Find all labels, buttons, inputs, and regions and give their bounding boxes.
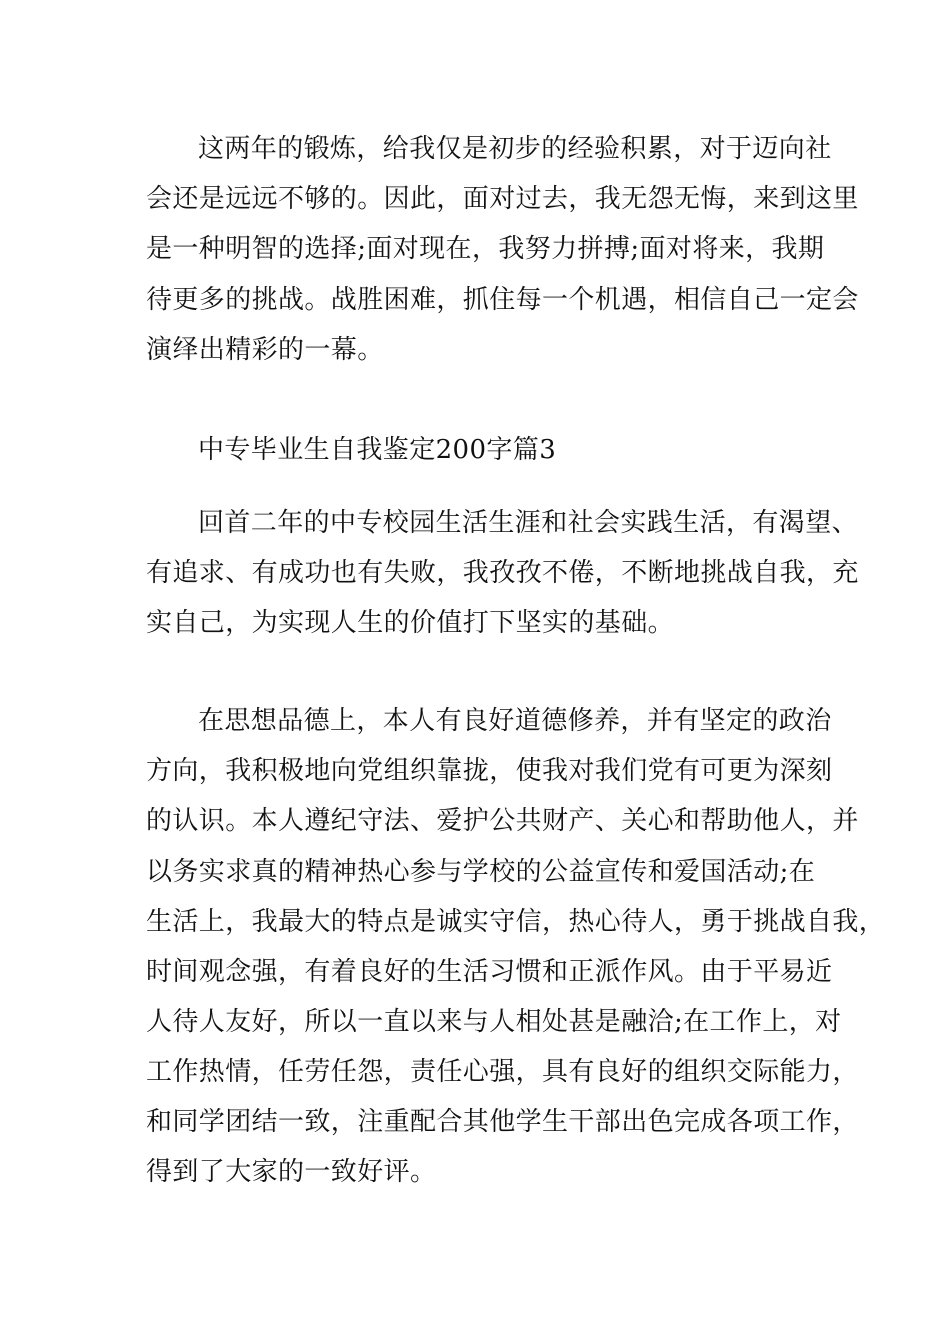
- text-line: 回首二年的中专校园生活生涯和社会实践生活，有渴望、: [198, 508, 859, 538]
- text-line: 演绎出精彩的一幕。: [146, 335, 384, 365]
- text-line: 以务实求真的精神热心参与学校的公益宣传和爱国活动;在: [146, 857, 816, 887]
- text-line: 在思想品德上，本人有良好道德修养，并有坚定的政治: [198, 706, 832, 736]
- text-line: 实自己，为实现人生的价值打下坚实的基础。: [146, 608, 675, 638]
- text-line: 和同学团结一致，注重配合其他学生干部出色完成各项工作，: [146, 1107, 859, 1137]
- text-line: 待更多的挑战。战胜困难，抓住每一个机遇，相信自己一定会: [146, 285, 859, 315]
- text-line: 是一种明智的选择;面对现在，我努力拼搏;面对将来，我期: [146, 234, 825, 264]
- text-line: 生活上，我最大的特点是诚实守信，热心待人，勇于挑战自我，: [146, 907, 886, 937]
- text-line: 会还是远远不够的。因此，面对过去，我无怨无悔，来到这里: [146, 184, 859, 214]
- text-line: 这两年的锻炼，给我仅是初步的经验积累，对于迈向社: [198, 134, 832, 164]
- text-line: 方向，我积极地向党组织靠拢，使我对我们党有可更为深刻: [146, 756, 833, 786]
- text-line: 的认识。本人遵纪守法、爱护公共财产、关心和帮助他人，并: [146, 806, 859, 836]
- text-line: 时间观念强，有着良好的生活习惯和正派作风。由于平易近: [146, 957, 833, 987]
- text-line: 工作热情，任劳任怨，责任心强，具有良好的组织交际能力，: [146, 1057, 859, 1087]
- text-line: 得到了大家的一致好评。: [146, 1157, 437, 1187]
- section-heading: 中专毕业生自我鉴定200字篇3: [198, 435, 557, 465]
- text-line: 人待人友好，所以一直以来与人相处甚是融洽;在工作上，对: [146, 1007, 842, 1037]
- text-line: 有追求、有成功也有失败，我孜孜不倦，不断地挑战自我，充: [146, 558, 859, 588]
